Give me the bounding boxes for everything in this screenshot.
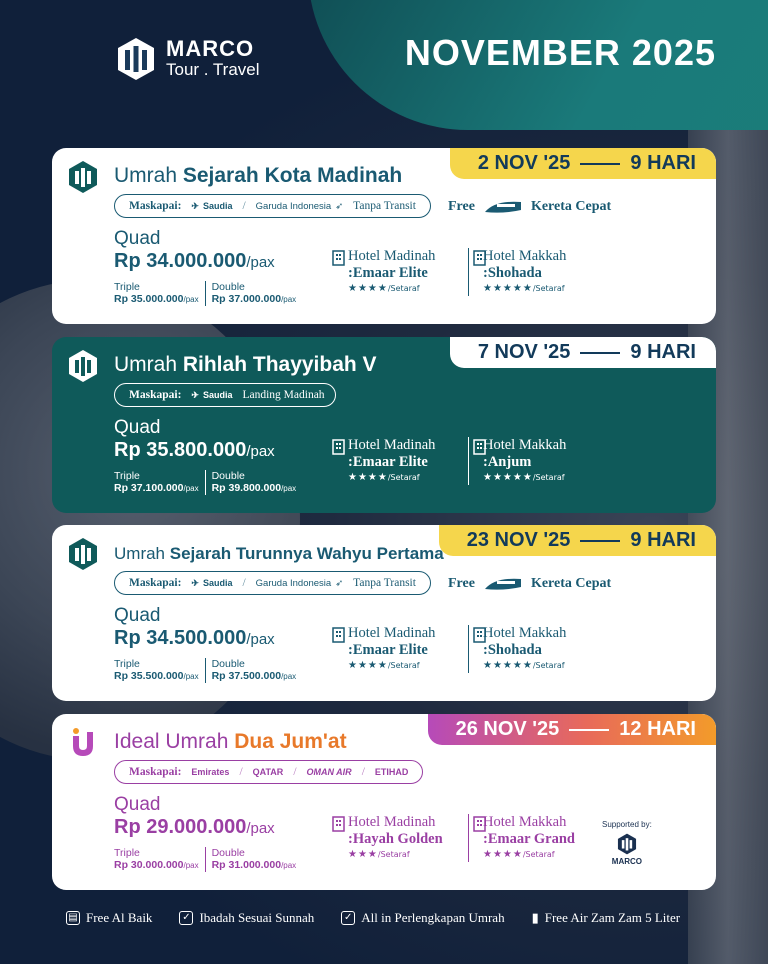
quad-price: Rp 29.000.000/pax bbox=[114, 816, 275, 838]
triple-price: Triple Rp 35.000.000/pax bbox=[114, 281, 199, 305]
hotels bbox=[332, 248, 604, 296]
hotel-makkah: Hotel Makkah :Anjum ★★★★★/Setaraf bbox=[468, 437, 604, 485]
package-card-1[interactable] bbox=[52, 148, 716, 324]
hotels bbox=[332, 814, 604, 862]
quad-label: Quad bbox=[114, 417, 161, 438]
date-tab bbox=[450, 337, 716, 368]
building-icon bbox=[473, 250, 486, 266]
building-icon bbox=[473, 627, 486, 643]
supported-by bbox=[602, 820, 652, 866]
garuda-logo: Garuda Indonesia ➶ bbox=[255, 200, 344, 212]
airline-note: Tanpa Transit bbox=[353, 200, 416, 212]
package-date: 7 NOV '25 bbox=[477, 341, 571, 363]
airline-pill bbox=[114, 194, 431, 218]
dash-divider bbox=[569, 729, 609, 731]
triple-price: Triple Rp 30.000.000/pax bbox=[114, 847, 199, 871]
title-prefix: Umrah bbox=[114, 164, 178, 187]
airline-label: Maskapai: bbox=[129, 577, 182, 589]
package-card-2[interactable] bbox=[52, 337, 716, 513]
separator: / bbox=[361, 766, 365, 778]
ideal-logo-icon bbox=[68, 726, 98, 760]
date-tab bbox=[450, 148, 716, 179]
title-bold: Sejarah Kota Madinah bbox=[182, 164, 403, 187]
qatar-logo: QATAR bbox=[252, 767, 284, 777]
etihad-logo: ETIHAD bbox=[374, 767, 409, 777]
marco-logo-icon bbox=[114, 36, 158, 82]
title-bold: Dua Jum'at bbox=[234, 730, 347, 753]
free-label: Free bbox=[448, 199, 475, 214]
box-icon: ▤ bbox=[66, 911, 80, 925]
package-card-3[interactable] bbox=[52, 525, 716, 701]
airline-note: Tanpa Transit bbox=[353, 577, 416, 589]
triple-price: Triple Rp 35.500.000/pax bbox=[114, 658, 199, 682]
airline-label: Maskapai: bbox=[129, 200, 182, 212]
dash-divider bbox=[580, 163, 620, 165]
title-prefix: Umrah bbox=[114, 544, 166, 563]
marco-icon bbox=[68, 537, 98, 571]
package-duration: 9 HARI bbox=[630, 152, 696, 174]
oman-air-logo: OMAN AIR bbox=[306, 767, 352, 777]
quad-price: Rp 34.000.000/pax bbox=[114, 250, 275, 272]
package-title bbox=[114, 730, 347, 754]
package-duration: 12 HARI bbox=[619, 718, 696, 740]
title-bold: Rihlah Thayyibah V bbox=[182, 353, 377, 376]
separator: / bbox=[242, 577, 246, 589]
benefit-sunnah: ✓ Ibadah Sesuai Sunnah bbox=[179, 910, 314, 926]
hotel-makkah: Hotel Makkah :Emaar Grand ★★★★/Setaraf bbox=[468, 814, 604, 862]
sub-prices bbox=[114, 847, 302, 872]
brand-name: MARCO bbox=[166, 36, 255, 61]
hotel-madinah: Hotel Madinah :Hayah Golden ★★★/Setaraf bbox=[332, 814, 468, 862]
footer-benefits bbox=[66, 910, 680, 926]
check-icon: ✓ bbox=[341, 911, 355, 925]
package-duration: 9 HARI bbox=[630, 341, 696, 363]
airline-pill bbox=[114, 383, 336, 407]
free-label: Free bbox=[448, 576, 475, 591]
quad-label: Quad bbox=[114, 794, 161, 815]
building-icon bbox=[332, 250, 345, 266]
package-card-4[interactable] bbox=[52, 714, 716, 890]
saudia-logo: ✈ Saudia bbox=[191, 389, 233, 400]
airline-label: Maskapai: bbox=[129, 389, 182, 401]
building-icon bbox=[332, 439, 345, 455]
garuda-logo: Garuda Indonesia ➶ bbox=[255, 577, 344, 589]
package-title bbox=[114, 544, 444, 564]
quad-price: Rp 35.800.000/pax bbox=[114, 439, 275, 461]
check-icon: ✓ bbox=[179, 911, 193, 925]
benefit-perlengkapan: ✓ All in Perlengkapan Umrah bbox=[341, 910, 504, 926]
package-date: 23 NOV '25 bbox=[466, 529, 571, 551]
brand-subtitle: Tour . Travel bbox=[166, 60, 260, 79]
hotel-madinah: Hotel Madinah :Emaar Elite ★★★★/Setaraf bbox=[332, 437, 468, 485]
airline-pill bbox=[114, 760, 423, 784]
marco-icon bbox=[68, 349, 98, 383]
date-tab bbox=[439, 525, 716, 556]
package-title bbox=[114, 164, 402, 188]
double-price: Double Rp 39.800.000/pax bbox=[205, 470, 303, 495]
building-icon bbox=[332, 627, 345, 643]
train-icon bbox=[483, 575, 523, 593]
hotels bbox=[332, 625, 604, 673]
double-price: Double Rp 37.000.000/pax bbox=[205, 281, 303, 306]
free-badge bbox=[448, 575, 611, 593]
double-price: Double Rp 31.000.000/pax bbox=[205, 847, 303, 872]
building-icon bbox=[473, 816, 486, 832]
hotel-makkah: Hotel Makkah :Shohada ★★★★★/Setaraf bbox=[468, 625, 604, 673]
marco-icon bbox=[68, 160, 98, 194]
separator: / bbox=[239, 766, 243, 778]
free-item: Kereta Cepat bbox=[530, 199, 612, 214]
separator: / bbox=[293, 766, 297, 778]
airline-label: Maskapai: bbox=[129, 766, 182, 778]
marco-icon bbox=[616, 833, 638, 855]
double-price: Double Rp 37.500.000/pax bbox=[205, 658, 303, 683]
package-date: 2 NOV '25 bbox=[477, 152, 571, 174]
supported-label: Supported by: bbox=[602, 820, 652, 829]
airline-pill bbox=[114, 571, 431, 595]
building-icon bbox=[332, 816, 345, 832]
package-title bbox=[114, 353, 377, 377]
free-item: Kereta Cepat bbox=[530, 576, 612, 591]
hotel-madinah: Hotel Madinah :Emaar Elite ★★★★/Setaraf bbox=[332, 248, 468, 296]
sub-prices bbox=[114, 281, 302, 306]
sub-prices bbox=[114, 470, 302, 495]
bottle-icon: ▮ bbox=[531, 910, 539, 925]
separator: / bbox=[242, 200, 246, 212]
title-prefix: Ideal Umrah bbox=[114, 730, 229, 753]
quad-label: Quad bbox=[114, 605, 161, 626]
package-duration: 9 HARI bbox=[630, 529, 696, 551]
supported-brand: MARCO bbox=[611, 857, 643, 866]
saudia-logo: ✈ Saudia bbox=[191, 200, 233, 211]
free-badge bbox=[448, 198, 611, 216]
sub-prices bbox=[114, 658, 302, 683]
emirates-logo: Emirates bbox=[191, 767, 230, 777]
title-bold: Sejarah Turunnya Wahyu Pertama bbox=[169, 544, 444, 563]
saudia-logo: ✈ Saudia bbox=[191, 577, 233, 588]
triple-price: Triple Rp 37.100.000/pax bbox=[114, 470, 199, 494]
month-title: NOVEMBER 2025 bbox=[404, 32, 716, 73]
quad-label: Quad bbox=[114, 228, 161, 249]
building-icon bbox=[473, 439, 486, 455]
package-date: 26 NOV '25 bbox=[455, 718, 560, 740]
brand-logo bbox=[114, 36, 260, 82]
date-tab bbox=[428, 714, 716, 745]
dash-divider bbox=[580, 352, 620, 354]
dash-divider bbox=[580, 540, 620, 542]
title-prefix: Umrah bbox=[114, 353, 178, 376]
train-icon bbox=[483, 198, 523, 216]
airline-note: Landing Madinah bbox=[242, 389, 325, 401]
hotel-makkah: Hotel Makkah :Shohada ★★★★★/Setaraf bbox=[468, 248, 604, 296]
hotels bbox=[332, 437, 604, 485]
benefit-zamzam: ▮ Free Air Zam Zam 5 Liter bbox=[531, 910, 681, 925]
hotel-madinah: Hotel Madinah :Emaar Elite ★★★★/Setaraf bbox=[332, 625, 468, 673]
quad-price: Rp 34.500.000/pax bbox=[114, 627, 275, 649]
benefit-al-baik: ▤ Free Al Baik bbox=[66, 910, 152, 926]
